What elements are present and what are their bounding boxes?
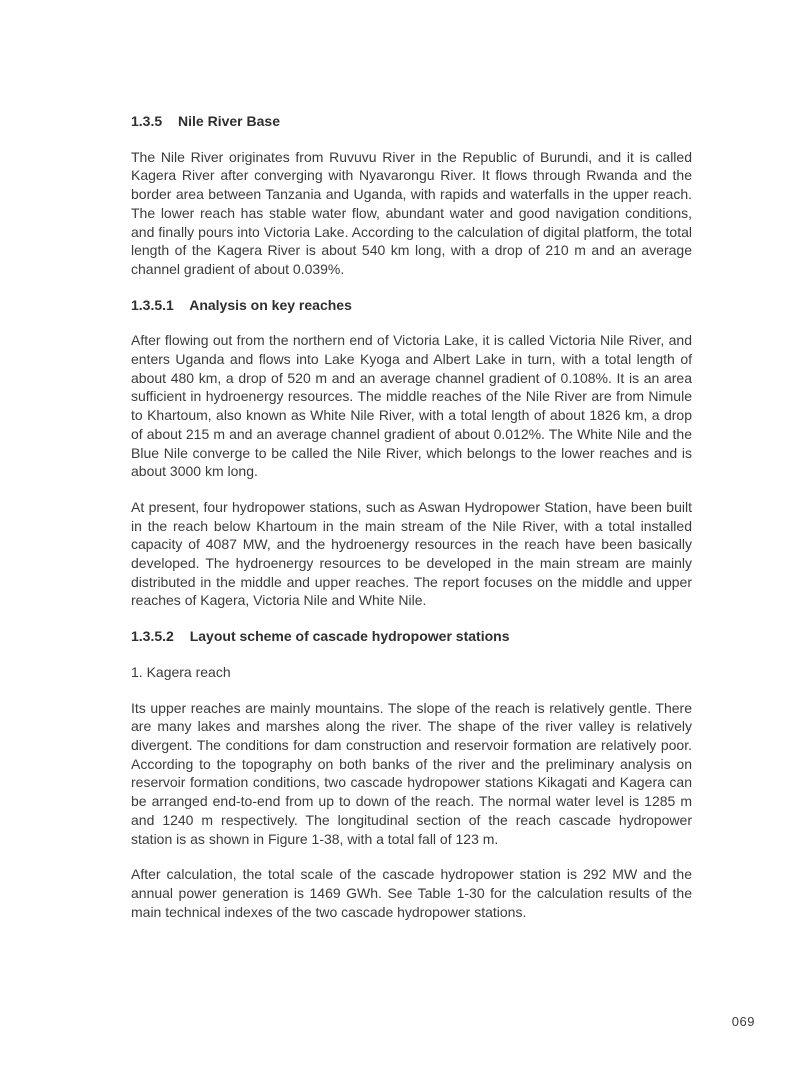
heading-title: Analysis on key reaches	[189, 296, 352, 313]
section-analysis-on-key-reaches	[131, 296, 692, 611]
paragraph: The Nile River originates from Ruvuvu River in the Republic of Burundi, and it is called Kagera River after converging with Nyavarongu River. It flows through Rwanda and the border area between Tanzania and Uganda, with rapids and waterfalls in the upper reach. The lower reach has stable water flow, abundant water and good navigation conditions, and finally pours into Victoria Lake. According to the calculation of digital platform, the total length of the Kagera River is about 540 km long, with a drop of 210 m and an average channel gradient of about 0.039%.	[131, 148, 692, 277]
heading-number: 1.3.5	[131, 113, 163, 129]
paragraph: At present, four hydropower stations, such as Aswan Hydropower Station, have been built in the reach below Khartoum in the main stream of the Nile River, with a total installed capacity of 4087 MW, and the hydroenergy resources in the reach have been basically developed. The hydroenergy resources to be developed in the main stream are mainly distributed in the middle and upper reaches. The report focuses on the middle and upper reaches of Kagera, Victoria Nile and White Nile.	[131, 498, 692, 609]
section-heading	[131, 112, 692, 131]
paragraph: After calculation, the total scale of the cascade hydropower station is 292 MW and the annual power generation is 1469 GWh. See Table 1-30 for the calculation results of the main technical indexes of the two cascade hydropower stations.	[131, 866, 692, 920]
heading-number: 1.3.5.1	[131, 296, 174, 313]
paragraph: Its upper reaches are mainly mountains. The slope of the reach is relatively gentle. There are many lakes and marshes along the river. The shape of the river valley is relatively divergent. The conditions for dam construction and reservoir formation are relatively poor. According to the topography on both banks of the river and the preliminary analysis on reservoir formation conditions, two cascade hydropower stations Kikagati and Kagera can be arranged end-to-end from up to down of the reach. The normal water level is 1285 m and 1240 m respectively. The longitudinal section of the reach cascade hydropower station is as shown in Figure 1-38, with a total fall of 123 m.	[131, 699, 692, 847]
section-heading	[131, 296, 692, 315]
paragraph: After flowing out from the northern end of Victoria Lake, it is called Victoria Nile River, and enters Uganda and flows into Lake Kyoga and Albert Lake in turn, with a total length of about 480 km, a drop of 520 m and an average channel gradient of 0.108%. It is an area sufficient in hydroenergy resources. The middle reaches of the Nile River are from Nimule to Khartoum, also known as White Nile River, with a total length of about 1826 km, a drop of about 215 m and an average channel gradient of about 0.012%. The White Nile and the Blue Nile converge to be called the Nile River, which belongs to the lower reaches and is about 3000 km long.	[131, 332, 692, 480]
section-layout-scheme	[131, 627, 692, 921]
heading-number: 1.3.5.2	[131, 628, 174, 645]
heading-title: Nile River Base	[178, 113, 280, 129]
list-item-kagera-reach: 1. Kagera reach	[131, 663, 231, 680]
section-nile-river-base	[131, 112, 692, 279]
page-number: 069	[731, 1014, 755, 1030]
section-heading	[131, 627, 692, 646]
heading-title: Layout scheme of cascade hydropower stations	[189, 628, 510, 645]
